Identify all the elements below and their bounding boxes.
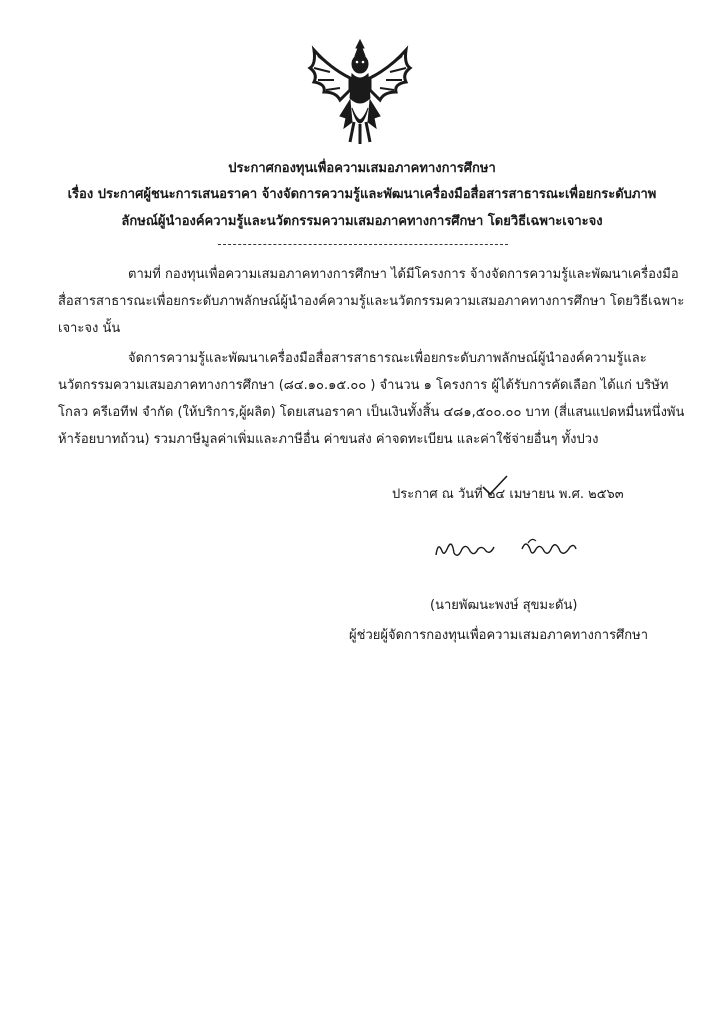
- paragraph-2-line: โกลว ครีเอทีฟ จำกัด (ให้บริการ,ผู้ผลิต) โดยเสนอราคา เป็นเงินทั้งสิ้น ๔๘๑,๕๐๐.๐๐ บาท (สี่แสนแปดหมื่นหนึ่งพัน: [58, 405, 685, 420]
- signer-title: ผู้ช่วยผู้จัดการกองทุนเพื่อความเสมอภาคทางการศึกษา: [349, 628, 649, 643]
- paragraph-1-line: เจาะจง นั้น: [58, 321, 121, 336]
- paragraph-1-line: ตามที่ กองทุนเพื่อความเสมอภาคทางการศึกษา ได้มีโครงการ จ้างจัดการความรู้และพัฒนาเครื่องมือ: [128, 267, 679, 282]
- paragraph-2-line: จัดการความรู้และพัฒนาเครื่องมือสื่อสารสาธารณะเพื่อยกระดับภาพลักษณ์ผู้นำองค์ความรู้และ: [128, 351, 647, 366]
- announcement-date: ประกาศ ณ วันที่ ๒๔ เมษายน พ.ศ. ๒๕๖๓: [392, 487, 624, 502]
- signer-name: (นายพัฒนะพงษ์ สุขมะดัน): [430, 598, 578, 613]
- paragraph-2-line: นวัตกรรมความเสมอภาคทางการศึกษา (๘๔.๑๐.๑๕.๐๐ ) จำนวน ๑ โครงการ ผู้ได้รับการคัดเลือก ได้แก่ บริษัท: [58, 378, 669, 393]
- subject-line-2: ลักษณ์ผู้นำองค์ความรู้และนวัตกรรมความเสมอภาคทางการศึกษา โดยวิธีเฉพาะเจาะจง: [121, 214, 603, 229]
- garuda-emblem-icon: [300, 38, 420, 148]
- paragraph-1-line: สื่อสารสาธารณะเพื่อยกระดับภาพลักษณ์ผู้นำองค์ความรู้และนวัตกรรมความเสมอภาคทางการศึกษา โดยวิธีเฉพาะ: [58, 294, 685, 309]
- handwritten-signature-icon: [432, 535, 580, 563]
- announcement-title: ประกาศกองทุนเพื่อความเสมอภาคทางการศึกษา: [228, 161, 496, 176]
- handwritten-mark-icon: [481, 474, 509, 496]
- header-divider: [218, 244, 508, 245]
- subject-line-1: เรื่อง ประกาศผู้ชนะการเสนอราคา จ้างจัดการความรู้และพัฒนาเครื่องมือสื่อสารสาธารณะเพื่อยกระดับภาพ: [67, 187, 657, 202]
- paragraph-2-line: ห้าร้อยบาทถ้วน) รวมภาษีมูลค่าเพิ่มและภาษีอื่น ค่าขนส่ง ค่าจดทะเบียน และค่าใช้จ่ายอื่นๆ ทั้งปวง: [58, 432, 599, 447]
